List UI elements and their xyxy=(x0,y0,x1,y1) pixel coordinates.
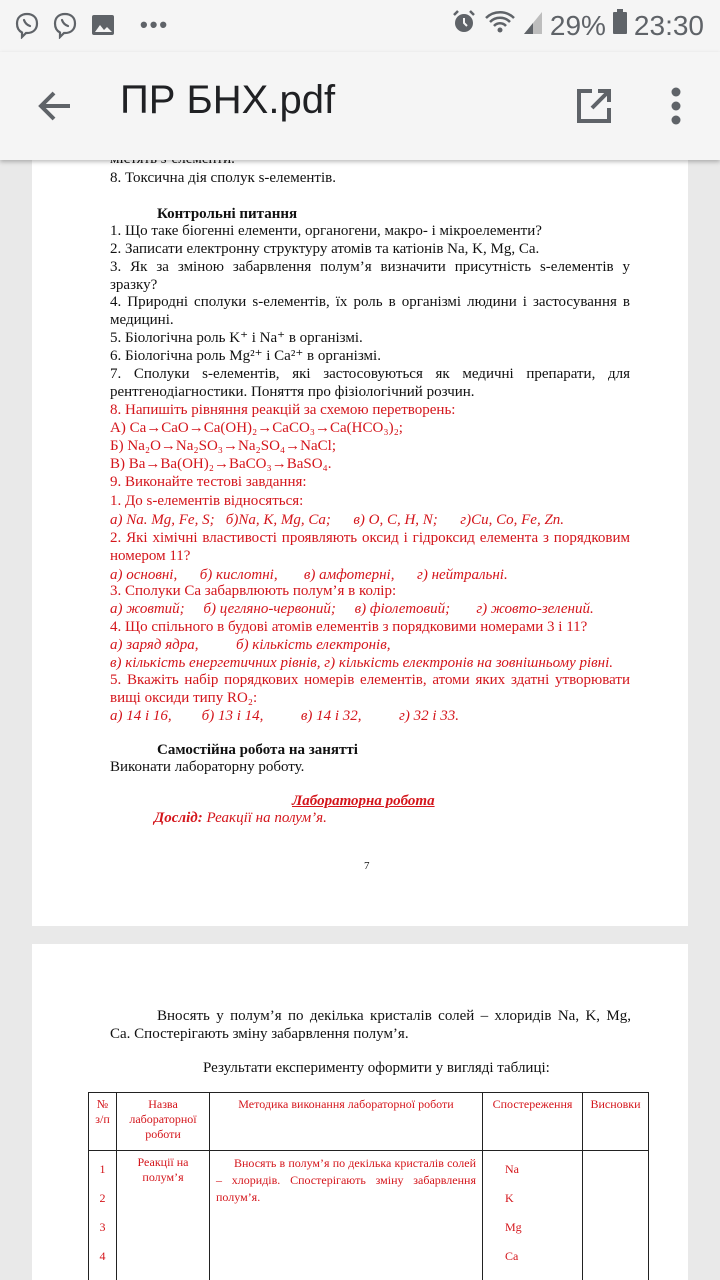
row-number: 4 xyxy=(99,1249,106,1263)
experiment-label: Дослід: xyxy=(154,810,203,826)
row-number: 2 xyxy=(99,1191,106,1205)
question-7-line2: рентгенодіагностики. Поняття про фізіологічний розчин. xyxy=(110,384,475,400)
results-instruction: Результати експерименту оформити у вигляді таблиці: xyxy=(203,1060,550,1076)
back-button[interactable] xyxy=(26,82,82,130)
experiment-line xyxy=(154,809,327,827)
control-questions-heading: Контрольні питання xyxy=(157,206,298,222)
overflow-menu-button[interactable] xyxy=(652,78,700,134)
question-4-line1: 4. Природні сполуки s-елементів, їх роль в організмі людини і застосування в xyxy=(110,294,630,310)
test-5-line1: 5. Вкажіть набір порядкових номерів елементів, атоми яких здатні утворювати xyxy=(110,672,630,688)
clock: 23:30 xyxy=(633,9,704,41)
system-status xyxy=(450,8,704,43)
experiment-text: Реакції на полум’я. xyxy=(202,810,327,826)
arrow-back-icon xyxy=(34,86,74,126)
observation-item: K xyxy=(505,1191,514,1205)
test-2-line2: номером 11? xyxy=(110,548,191,564)
lab-work-title: Лабораторна робота xyxy=(292,793,435,809)
observations-cell xyxy=(483,1151,583,1280)
open-in-new-icon xyxy=(574,86,614,126)
results-table xyxy=(88,1092,649,1280)
item-8: 8. Токсична дія сполук s-елементів. xyxy=(110,170,336,186)
test-1-options: а) Na. Mg, Fe, S; б)Na, K, Mg, Ca; в) O, C, H, N; г)Cu, Co, Fe, Zn. xyxy=(110,512,565,528)
question-2: 2. Записати електронну структуру атомів та катіонів Na, K, Mg, Ca. xyxy=(110,241,540,257)
table-row xyxy=(89,1151,649,1280)
header-method: Методика виконання лабораторної роботи xyxy=(210,1093,483,1151)
test-4: 4. Що спільного в будові атомів елементів з порядковими номерами 3 і 11? xyxy=(110,619,588,635)
question-5: 5. Біологічна роль K⁺ і Na⁺ в організмі. xyxy=(110,330,363,346)
test-3: 3. Сполуки Ca забарвлюють полум’я в колір: xyxy=(110,583,397,599)
open-external-button[interactable] xyxy=(566,78,622,134)
test-5-line2: вищі оксиди типу RO₂: xyxy=(110,690,258,706)
test-2-line1: 2. Які хімічні властивості проявляють оксид і гідроксид елемента з порядковим xyxy=(110,530,630,546)
viber-icon xyxy=(12,10,42,40)
question-1: 1. Що таке біогенні елементи, органогени, макро- і мікроелементи? xyxy=(110,223,542,239)
observation-item: Ca xyxy=(505,1249,519,1263)
header-observations: Спостереження xyxy=(483,1093,583,1151)
row-number: 3 xyxy=(99,1220,106,1234)
document-title: ПР БНХ.pdf xyxy=(120,78,336,122)
status-bar xyxy=(0,0,720,52)
self-work-heading: Самостійна робота на занятті xyxy=(157,742,358,758)
question-7-line1: 7. Сполуки s-елементів, які застосовуються як медичні препарати, для xyxy=(110,366,630,382)
conclusions-cell xyxy=(583,1151,649,1280)
scheme-c: В) Ba→Ba(OH)₂→BaCO₃→BaSO₄. xyxy=(110,456,332,472)
row-numbers-cell xyxy=(89,1151,117,1280)
more-vert-icon xyxy=(670,86,682,126)
header-number: № з/п xyxy=(89,1093,117,1151)
battery-icon xyxy=(612,8,628,43)
test-2-options: а) основні, б) кислотні, в) амфотерні, г) нейтральні. xyxy=(110,567,508,583)
header-work-name: Назва лабораторної роботи xyxy=(117,1093,210,1151)
table-header-row xyxy=(89,1093,649,1151)
observation-item: Mg xyxy=(505,1220,522,1234)
test-4-options-1: а) заряд ядра, б) кількість електронів, xyxy=(110,637,391,653)
app-bar xyxy=(0,52,720,160)
page2-intro-line2: Ca. Спостерігають зміну забарвлення полум’я. xyxy=(110,1026,409,1042)
viber-icon-2 xyxy=(50,10,80,40)
scheme-a: А) Ca→CaO→Ca(OH)₂→CaCO₃→Ca(HCO₃)₂; xyxy=(110,420,403,436)
test-3-options: а) жовтий; б) цегляно-червоний; в) фіолетовий; г) жовто-зелений. xyxy=(110,601,594,617)
question-4-line2: медицині. xyxy=(110,312,174,328)
question-3-line2: зразку? xyxy=(110,277,158,293)
row-number: 1 xyxy=(99,1162,106,1176)
method-cell: Вносять в полум’я по декілька кристалів солей – хлоридів. Спостерігають зміну забарвлення полум’я. xyxy=(210,1151,483,1280)
battery-percent: 29% xyxy=(549,9,606,41)
test-5-options: а) 14 і 16, б) 13 і 14, в) 14 і 32, г) 32 і 33. xyxy=(110,708,460,724)
question-8: 8. Напишіть рівняння реакцій за схемою перетворень: xyxy=(110,402,456,418)
observation-item: Na xyxy=(505,1162,519,1176)
page-number: 7 xyxy=(364,860,370,872)
wifi-icon xyxy=(484,8,516,43)
more-notifications-icon: ••• xyxy=(140,12,170,37)
work-name-cell: Реакції на полум’я xyxy=(117,1151,210,1280)
question-3-line1: 3. Як за зміною забарвлення полум’я визначити присутність s-елементів у xyxy=(110,259,630,275)
question-6: 6. Біологічна роль Mg²⁺ і Ca²⁺ в організмі. xyxy=(110,348,381,364)
self-work-text: Виконати лабораторну роботу. xyxy=(110,759,305,775)
test-1: 1. До s-елементів відносяться: xyxy=(110,493,304,509)
question-9: 9. Виконайте тестові завдання: xyxy=(110,474,307,490)
gallery-icon xyxy=(88,10,118,40)
signal-icon xyxy=(522,8,544,43)
header-conclusions: Висновки xyxy=(583,1093,649,1151)
test-4-options-2: в) кількість енергетичних рівнів, г) кількість електронів на зовнішньому рівні. xyxy=(110,655,614,671)
scheme-b: Б) Na₂O→Na₂SO₃→Na₂SO₄→NaCl; xyxy=(110,438,336,454)
notification-icons xyxy=(12,10,169,40)
alarm-icon xyxy=(450,8,478,43)
page2-intro-line1: Вносять у полум’я по декілька кристалів солей – хлоридів Na, K, Mg, xyxy=(157,1008,631,1024)
